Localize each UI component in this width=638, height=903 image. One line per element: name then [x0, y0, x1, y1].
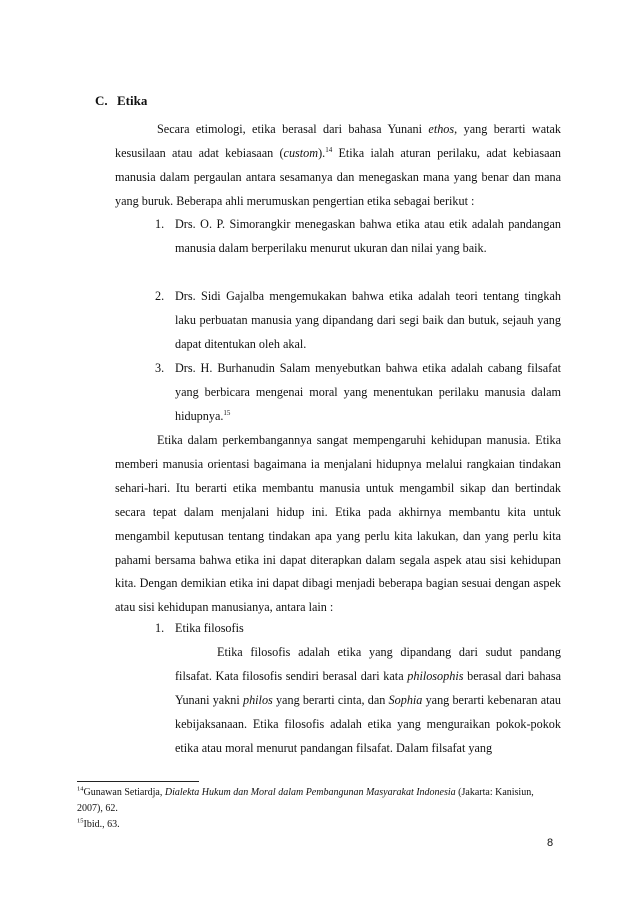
footnote-14	[77, 785, 557, 817]
paragraph-text: berasal dari bahasa Yunani yakni	[175, 668, 562, 707]
footnote-divider	[77, 781, 199, 782]
footnote-ref-15: 15	[223, 408, 231, 417]
list-title: Etika filosofis	[175, 621, 244, 635]
term-philos: philos	[242, 692, 273, 707]
footnote-book-title: Dialekta Hukum dan Moral dalam Pembangunan Masyarakat Indonesia	[164, 787, 456, 798]
list-item	[155, 357, 561, 429]
footnote-15	[77, 817, 557, 833]
footnote-text: Gunawan Setiardja,	[83, 787, 165, 798]
footnote-text: (Jakarta: Kanisiun, 2007), 62.	[77, 787, 534, 814]
footnote-text: Ibid., 63.	[83, 819, 120, 830]
list-text: Drs. H. Burhanudin Salam menyebutkan bahwa etika adalah cabang filsafat yang berbicara mengenai moral yang menentukan perilaku manusia dalam hidupnya.	[175, 361, 561, 423]
paragraph-development: Etika dalam perkembangannya sangat mempengaruhi kehidupan manusia. Etika memberi manusia orientasi bagaimana ia menjalani hidupnya melalui rangkaian tindakan sehari-hari. Itu berarti etika membantu manusia untuk mengambil sikap dan bertindak secara tepat dalam menjalani hidup ini. Etika pada akhirnya membantu kita untuk mengambil keputusan tentang tindakan apa yang perlu kita lakukan, dan yang perlu kita pahami bersama bahwa etika ini dapat diterapkan dalam segala aspek atau sisi kehidupan kita. Dengan demikian etika ini dapat dibagi menjadi beberapa bagian sesuai dengan aspek atau sisi kehidupan manusianya, antara lain :	[115, 433, 561, 615]
term-sophia: Sophia	[388, 692, 423, 707]
paragraph-etymology	[115, 118, 561, 214]
list-item	[155, 213, 561, 261]
page-number: 8	[547, 837, 554, 849]
section-heading	[95, 93, 147, 109]
section-title: Etika	[117, 93, 148, 108]
list-number: 1.	[155, 217, 165, 231]
term-ethos: ethos	[428, 122, 455, 136]
paragraph-text: yang berarti kebenaran atau kebijaksanaan. Etika filosofis adalah etika yang menguraikan pokok-pokok etika atau moral menurut pandangan filsafat. Dalam filsafat yang	[175, 692, 561, 755]
paragraph-text: Etika filosofis adalah etika yang dipandang dari sudut pandang filsafat. Kata filosofis sendiri berasal dari kata	[175, 645, 561, 683]
paragraph-text: ).	[318, 145, 326, 160]
paragraph-text: , yang berarti watak kesusilaan atau adat kebiasaan (	[115, 122, 561, 160]
list-number: 2.	[155, 289, 165, 303]
footnote-number: 15	[77, 817, 84, 825]
list-item	[155, 617, 561, 641]
footnote-ref-14: 14	[325, 145, 333, 154]
paragraph-text: Secara etimologi, etika berasal dari bahasa Yunani	[157, 122, 429, 136]
term-philosophis: philosophis	[407, 668, 464, 683]
list-item	[155, 285, 561, 357]
paragraph-text: Etika ialah aturan perilaku, adat kebiasaan manusia dalam pergaulan antara sesamanya dan menegaskan mana yang benar dan mana yang buruk. Beberapa ahli merumuskan pengertian etika sebagai berikut :	[115, 145, 561, 208]
list-number: 1.	[155, 621, 165, 635]
term-custom: custom	[283, 145, 319, 160]
list-text: Drs. O. P. Simorangkir menegaskan bahwa etika atau etik adalah pandangan manusia dalam berperilaku menurut ukuran dan nilai yang baik.	[175, 217, 561, 255]
footnote-number: 14	[77, 785, 84, 793]
list-text: Drs. Sidi Gajalba mengemukakan bahwa etika adalah teori tentang tingkah laku perbuatan manusia yang dipandang dari segi baik dan butuk, sejauh yang dapat ditentukan oleh akal.	[175, 289, 561, 351]
section-number: C.	[95, 93, 108, 108]
paragraph-philosophical-ethics	[175, 641, 561, 761]
paragraph-text: yang berarti cinta, dan	[272, 692, 389, 707]
list-number: 3.	[155, 361, 165, 375]
